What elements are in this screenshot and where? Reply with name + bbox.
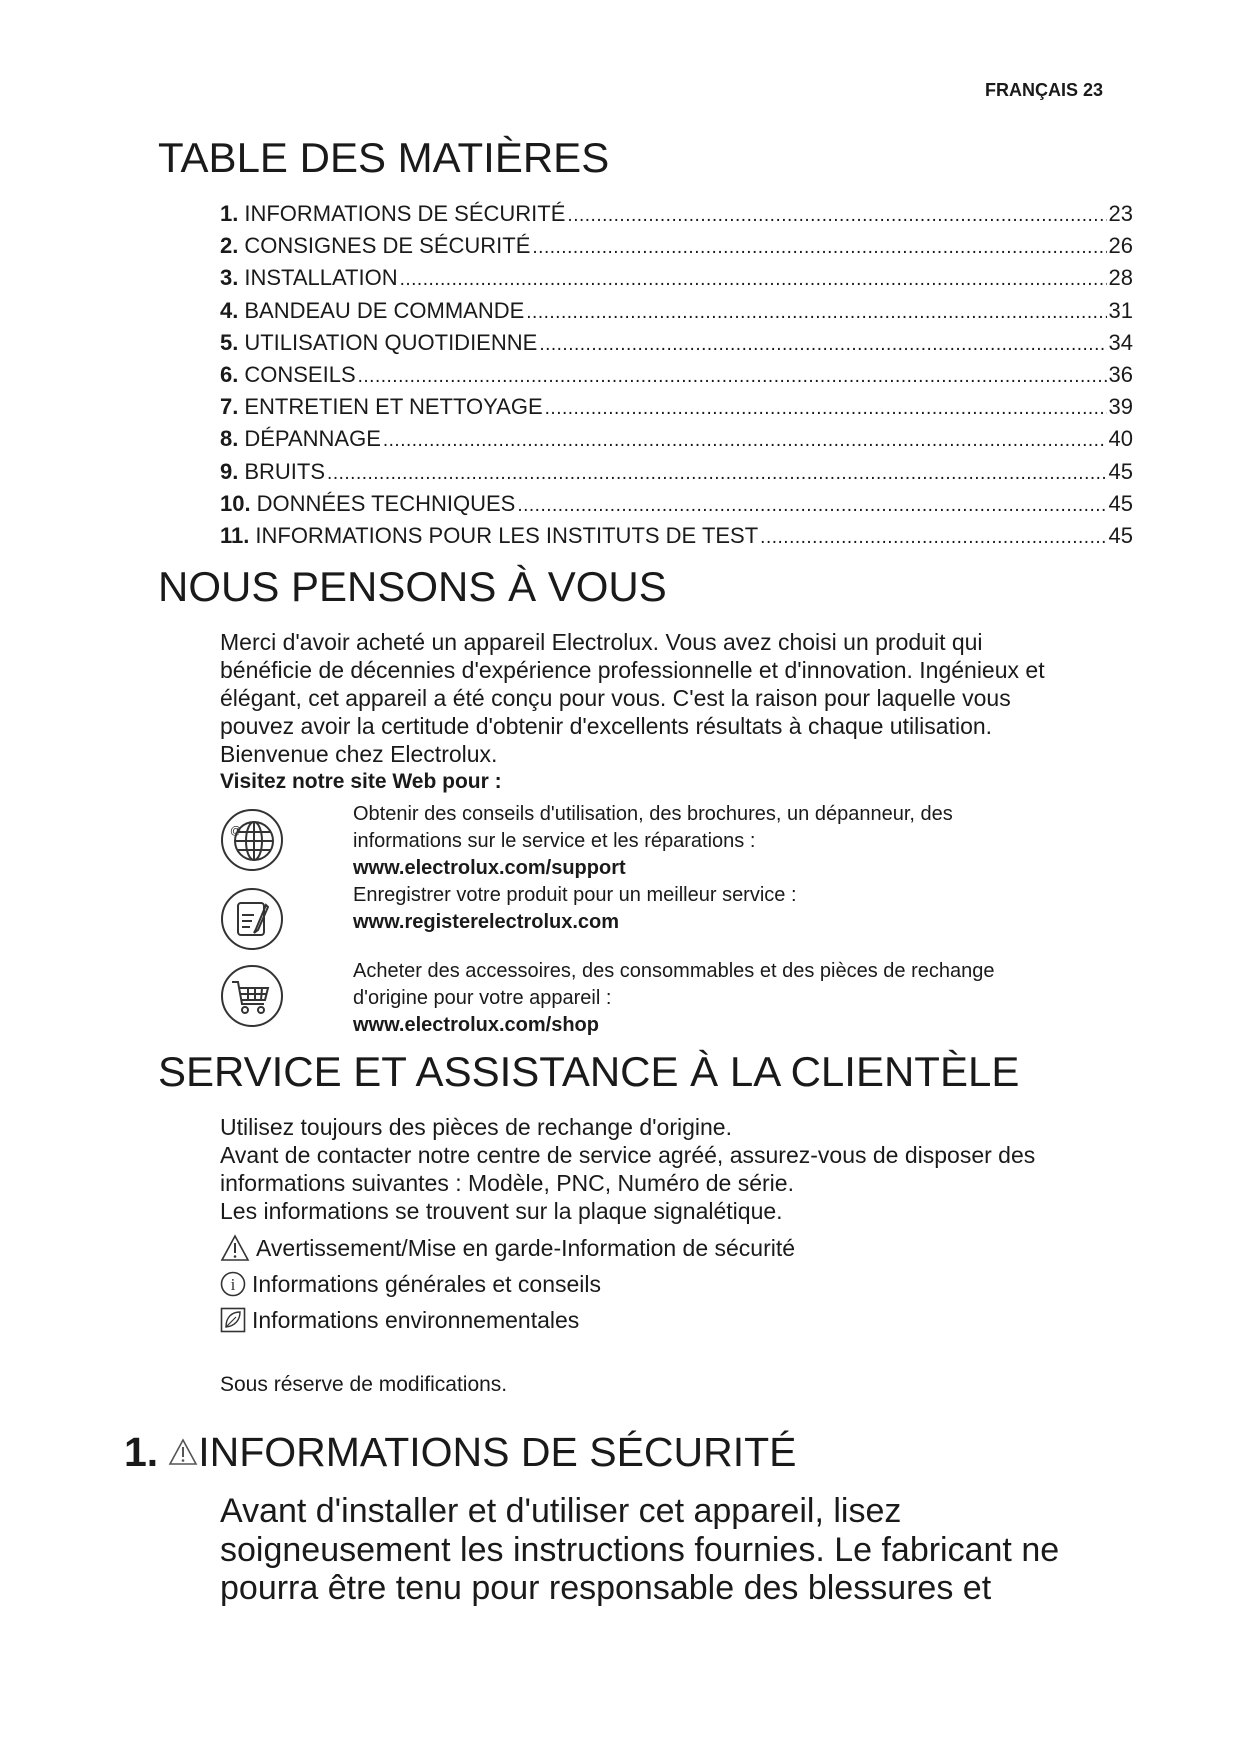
toc-item[interactable] [220,231,1133,263]
toc-label: BRUITS [244,458,326,484]
legend-label: Informations générales et conseils [252,1271,602,1297]
info-icon [220,1271,246,1297]
toc-page: 23 [1108,201,1133,226]
section-1-intro [220,1492,1180,1608]
visit-label: Visitez notre site Web pour : [220,770,502,793]
toc-label: DÉPANNAGE [244,426,381,452]
dot-leader [517,489,1106,521]
toc-item[interactable] [220,360,1133,392]
paragraph-line: pouvez avoir la certitude d'obtenir d'excellents résultats à chaque utilisation. [220,713,993,739]
web-shop-block [353,958,1153,1039]
toc-number: 4. [220,297,239,323]
section-title: INFORMATIONS DE SÉCURITÉ [198,1429,797,1475]
paragraph-line: élégant, cet appareil a été conçu pour vous. C'est la raison pour laquelle vous [220,685,1011,711]
dot-leader [567,199,1106,231]
toc-item[interactable] [220,328,1133,360]
toc-number: 10. [220,490,251,516]
section-number: 1. [124,1429,159,1475]
environment-icon [220,1307,246,1333]
section-1-heading [124,1427,797,1477]
legend-item [220,1230,795,1266]
warning-icon [168,1438,198,1466]
toc-item[interactable] [220,199,1133,231]
support-link[interactable]: www.electrolux.com/support [353,857,626,879]
toc-page: 45 [1108,490,1133,516]
toc-page: 31 [1108,297,1133,323]
symbol-legend [220,1230,795,1338]
toc-number: 7. [220,394,239,420]
service-paragraph [220,1113,1140,1225]
dot-leader [545,392,1107,424]
toc-title: TABLE DES MATIÈRES [158,134,610,181]
dot-leader [327,457,1106,489]
toc-number: 9. [220,458,239,484]
web-description: Acheter des accessoires, des consommables et des pièces de rechange [353,960,995,982]
toc-page: 45 [1108,458,1133,484]
paragraph-line: Bienvenue chez Electrolux. [220,741,498,767]
web-description: d'origine pour votre appareil : [353,987,612,1009]
paragraph-line: bénéficie de décennies d'expérience professionnelle et d'innovation. Ingénieux et [220,657,1045,683]
svg-text:i: i [230,1275,236,1294]
toc-item[interactable] [220,263,1133,295]
dot-leader [760,521,1106,553]
paragraph-line: soigneusement les instructions fournies. Le fabricant ne [220,1530,1060,1569]
dot-leader [400,263,1107,295]
toc-number: 11. [220,523,250,549]
legend-item [220,1302,795,1338]
cart-icon [220,964,284,1028]
disclaimer-note: Sous réserve de modifications. [220,1373,508,1396]
svg-text:@: @ [230,825,242,837]
toc-item[interactable] [220,296,1133,328]
web-description: Enregistrer votre produit pour un meilleur service : [353,884,797,906]
paragraph-line: Utilisez toujours des pièces de rechange d'origine. [220,1114,732,1140]
toc-page: 39 [1108,394,1133,420]
paragraph-line: pourra être tenu pour responsable des blessures et [220,1569,992,1607]
toc-label: INFORMATIONS POUR LES INSTITUTS DE TEST [255,523,759,549]
toc-item[interactable] [220,457,1133,489]
toc-page: 40 [1108,426,1133,452]
toc-page: 36 [1108,362,1133,388]
toc-number: 3. [220,265,239,291]
web-description: Obtenir des conseils d'utilisation, des brochures, un dépanneur, des [353,803,953,825]
shop-link[interactable]: www.electrolux.com/shop [353,1014,599,1036]
web-description: informations sur le service et les réparations : [353,830,756,852]
intro-paragraph [220,628,1140,796]
dot-leader [383,424,1107,456]
dot-leader [532,231,1106,263]
paragraph-line: Merci d'avoir acheté un appareil Electrolux. Vous avez choisi un produit qui [220,629,983,655]
toc-number: 2. [220,233,239,259]
table-of-contents [220,199,1133,553]
legend-item [220,1266,795,1302]
paragraph-line: Les informations se trouvent sur la plaque signalétique. [220,1198,783,1224]
paragraph-line: Avant de contacter notre centre de service agréé, assurez-vous de disposer des [220,1142,1036,1168]
toc-label: DONNÉES TECHNIQUES [256,490,516,516]
dot-leader [358,360,1107,392]
register-link[interactable]: www.registerelectrolux.com [353,911,620,933]
toc-number: 8. [220,426,239,452]
toc-page: 34 [1108,329,1133,355]
warning-icon [220,1234,250,1262]
section-title-thinking: NOUS PENSONS À VOUS [158,563,667,610]
page-header: FRANÇAIS 23 [984,80,1103,100]
toc-number: 1. [220,201,239,226]
toc-label: ENTRETIEN ET NETTOYAGE [244,394,543,420]
globe-icon [220,808,284,872]
toc-item[interactable] [220,489,1133,521]
toc-label: BANDEAU DE COMMANDE [244,297,525,323]
paragraph-line: informations suivantes : Modèle, PNC, Numéro de série. [220,1170,794,1196]
dot-leader [539,328,1106,360]
paragraph-line: Avant d'installer et d'utiliser cet appareil, lisez [220,1492,902,1530]
toc-label: INFORMATIONS DE SÉCURITÉ [244,201,566,226]
toc-label: INSTALLATION [244,265,398,291]
toc-item[interactable] [220,392,1133,424]
toc-label: CONSEILS [244,362,356,388]
web-support-block [353,801,1153,936]
toc-number: 5. [220,329,239,355]
toc-page: 28 [1108,265,1133,291]
legend-label: Informations environnementales [252,1307,580,1333]
toc-page: 45 [1108,523,1133,549]
toc-item[interactable] [220,521,1133,553]
legend-label: Avertissement/Mise en garde-Information de sécurité [256,1235,796,1261]
toc-page: 26 [1108,233,1133,259]
toc-label: UTILISATION QUOTIDIENNE [244,329,538,355]
section-title-service: SERVICE ET ASSISTANCE À LA CLIENTÈLE [158,1048,1020,1095]
dot-leader [526,296,1106,328]
toc-number: 6. [220,362,239,388]
register-icon [220,887,284,951]
toc-label: CONSIGNES DE SÉCURITÉ [244,233,531,259]
toc-item[interactable] [220,424,1133,456]
